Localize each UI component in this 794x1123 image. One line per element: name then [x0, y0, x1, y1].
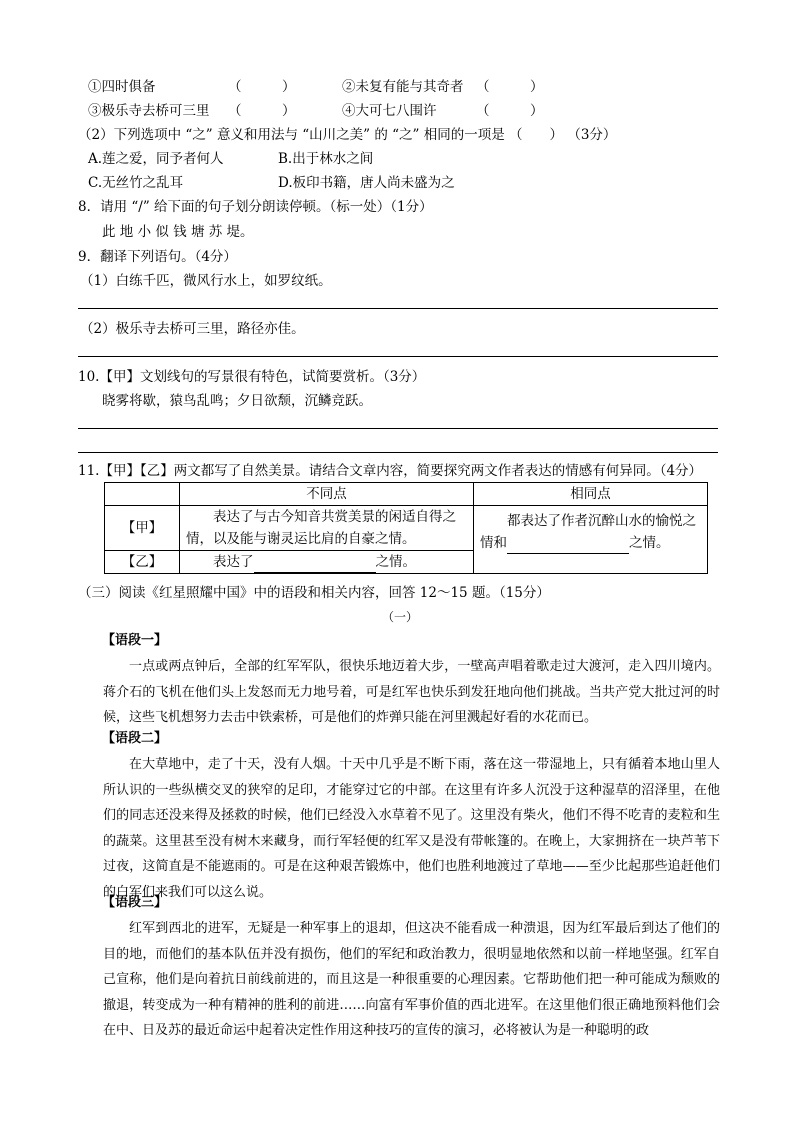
- q9-sentence-2: （2）极乐寺去桥可三里，路径亦佳。: [80, 321, 305, 337]
- same-text-post: 之情。: [629, 535, 670, 551]
- q7-item-1: ①四时俱备: [88, 79, 156, 95]
- answer-line[interactable]: [78, 356, 718, 357]
- same-text-pre: 都表达了作者沉醉山水的愉悦之情和: [480, 513, 696, 551]
- passage-2: 在大草地中，走了十天，没有人烟。十天中几乎是不断下雨，落在这一带湿地上，只有循着本地山里人所认识的一些纵横交叉的狭窄的足印，才能穿过它的中部。在这里有许多人沉没于这种湿草的沼泽里，在他们的同志还没来得及拯救的时候，他们已经没入水草着不见了。这里没有柴火，他们不得不吃青的麦粒和生的蔬菜。这里甚至没有树木来藏身，而行军轻便的红军又是没有带帐篷的。在晚上，大家拥挤在一块芦苇下过夜，这简直是不能遮雨的。可是在这种艰苦锻炼中，他们也胜利地渡过了草地——至少比起那些追赶他们的白军们来我们可以这么说。: [103, 757, 720, 900]
- answer-line[interactable]: [78, 428, 718, 429]
- answer-line[interactable]: [78, 308, 718, 309]
- q10-prompt: 10.【甲】文划线句的写景很有特色，试简要赏析。（3分）: [78, 369, 426, 385]
- q7-sub2-prompt: （2）下列选项中 “之” 意义和用法与 “山川之美” 的 “之” 相同的一项是 （ ） （3分）: [78, 127, 617, 143]
- yi-text-post: 之情。: [375, 554, 416, 570]
- q7-option-a: A.莲之爱，同予者何人: [88, 151, 224, 167]
- q10-quote: 晓雾将歇，猿鸟乱鸣；夕日欲颓，沉鳞竞跃。: [102, 393, 372, 409]
- section3-title: （三）阅读《红星照耀中国》中的语段和相关内容，回答 12～15 题。（15分）: [78, 585, 550, 601]
- yi-diff-cell[interactable]: [180, 551, 474, 574]
- q8-sentence: 此 地 小 似 钱 塘 苏 堤。: [102, 224, 254, 240]
- passage-1: 一点或两点钟后，全部的红军军队，很快乐地迈着大步，一壁高声唱着歌走过大渡河，走入四川境内。蒋介石的飞机在他们头上发怒而无力地号着，可是红军也快乐到发狂地向他们挑战。当共产党大批过河的时候，这些飞机想努力去击中铁索桥，可是他们的炸弹只能在河里溅起好看的水花而已。: [103, 659, 720, 725]
- q9-prompt: 9．翻译下列语句。（4分）: [78, 249, 237, 265]
- q9-sentence-1: （1）白练千匹，微风行水上，如罗纹纸。: [80, 273, 332, 289]
- yi-blank[interactable]: [254, 558, 376, 573]
- passage-3-label: 【语段三】: [102, 895, 168, 910]
- q8-prompt: 8．请用 “/” 给下面的句子划分朗读停顿。（标一处）（1分）: [78, 199, 433, 215]
- q7-item-1-paren: （ ）: [228, 79, 296, 95]
- row-label-yi: 【乙】: [105, 551, 180, 574]
- q11-prompt: 11.【甲】【乙】两文都写了自然美景。请结合文章内容，简要探究两文作者表达的情感有何异同。（4分）: [78, 463, 703, 479]
- q11-comparison-table: [104, 482, 708, 574]
- passage-3: 红军到西北的进军，无疑是一种军事上的退却，但这决不能看成一种溃退，因为红军最后到达了他们的目的地，而他们的基本队伍并没有损伤，他们的军纪和政治教力，很明显地依然和以前一样地坚强。红军自己宣称，他们是向着抗日前线前进的，而且这是一种很重要的心理因素。它帮助他们把一种可能成为颓败的撤退，转变成为一种有精神的胜利的前进……向富有军事价值的西北进军。在这里他们很正确地预料他们会在中、日及苏的最近命运中起着决定性作用这种技巧的宣传的演习，必将被认为是一种聪明的政: [103, 921, 720, 1038]
- q7-option-c: C.无丝竹之乱耳: [88, 175, 184, 191]
- row-label-jia: 【甲】: [105, 506, 180, 551]
- q7-option-d: D.板印书籍，唐人尚未盛为之: [278, 175, 455, 191]
- q7-item-2-paren: （ ）: [476, 79, 544, 95]
- jia-diff-cell: 表达了与古今知音共赏美景的闲适自得之情，以及能与谢灵运比肩的自豪之情。: [180, 506, 474, 551]
- table-corner-cell: [105, 483, 180, 506]
- q7-item-4: ④大可七八围许: [342, 103, 437, 119]
- q7-item-2: ②未复有能与其奇者: [342, 79, 464, 95]
- header-diff: 不同点: [180, 483, 474, 506]
- q7-item-4-paren: （ ）: [476, 103, 544, 119]
- section3-part: （一）: [382, 610, 419, 624]
- same-blank[interactable]: [507, 539, 629, 554]
- answer-line[interactable]: [78, 452, 718, 453]
- q7-item-3: ③极乐寺去桥可三里: [88, 103, 210, 119]
- yi-text-pre: 表达了: [213, 554, 254, 570]
- header-same: 相同点: [474, 483, 708, 506]
- q7-option-b: B.出于林水之间: [278, 151, 374, 167]
- same-cell[interactable]: [474, 506, 708, 574]
- passage-1-label: 【语段一】: [102, 633, 168, 648]
- q7-item-3-paren: （ ）: [228, 103, 296, 119]
- passage-2-label: 【语段二】: [102, 731, 168, 746]
